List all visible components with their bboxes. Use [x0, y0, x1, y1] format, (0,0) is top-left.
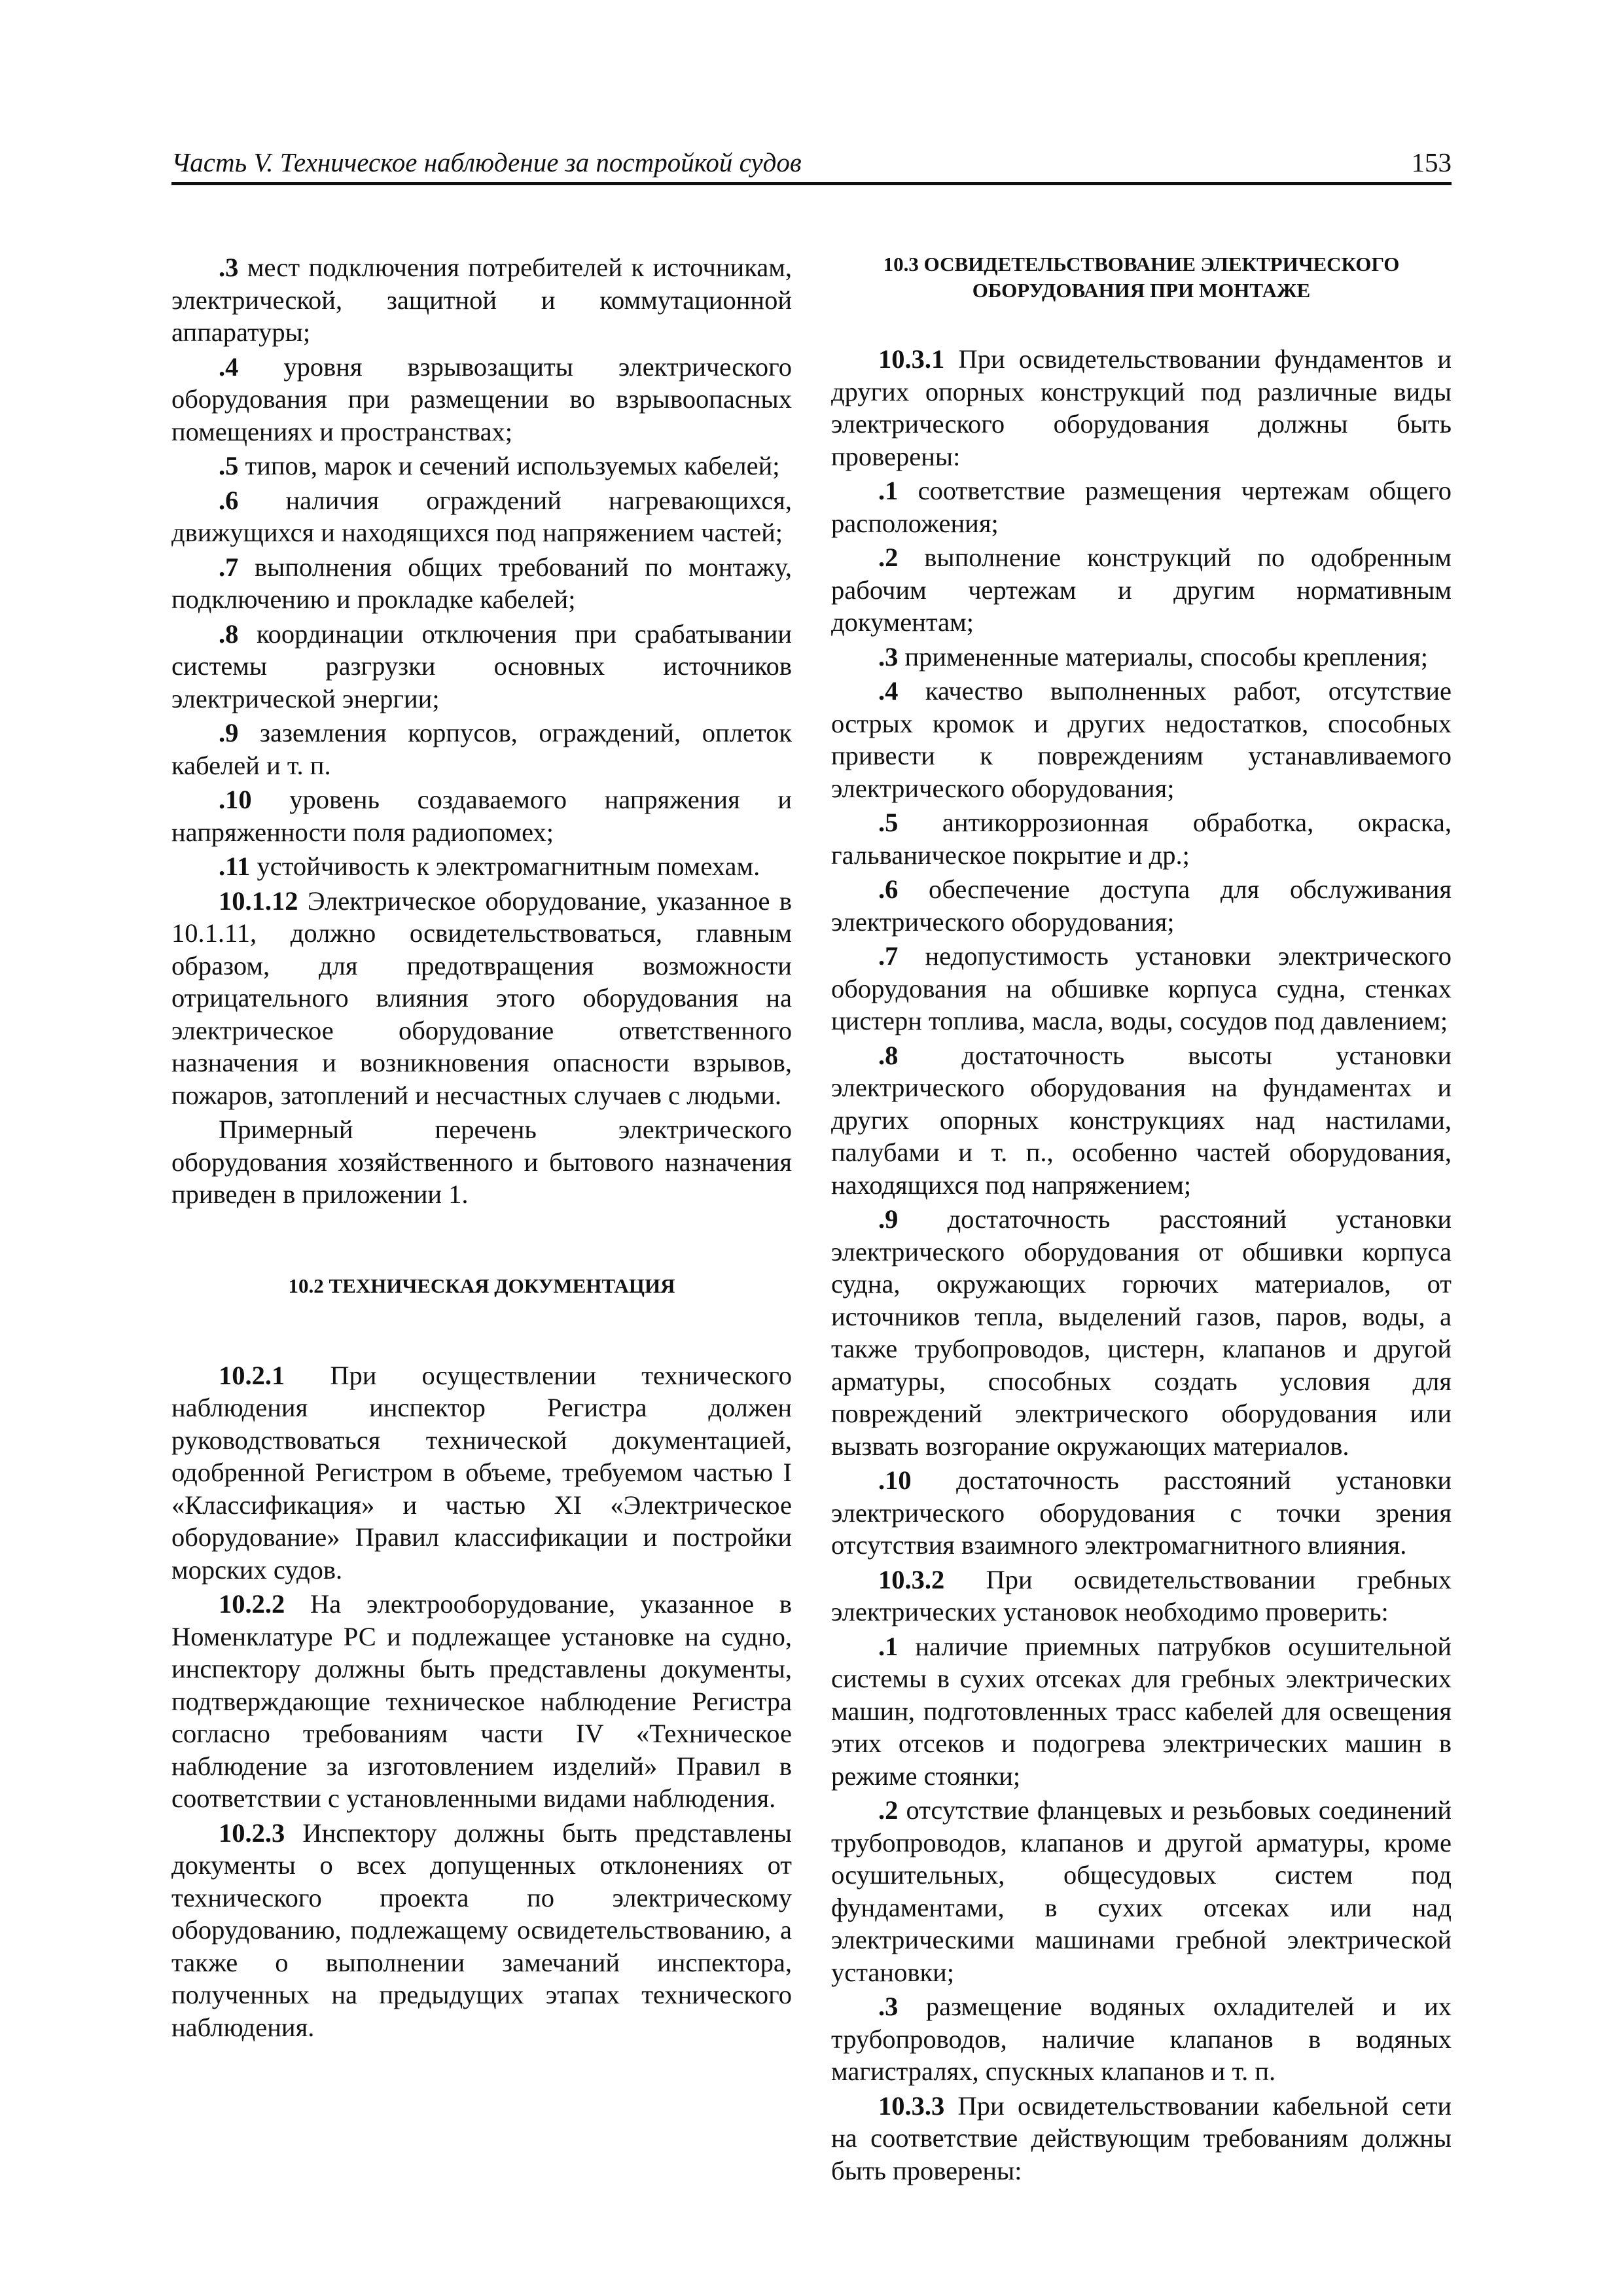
paragraph — [171, 450, 792, 482]
paragraph — [831, 873, 1452, 938]
paragraph — [171, 885, 792, 1112]
paragraph-text: При освидетельствовании гребных электрических установок необходимо проверить: — [831, 1564, 1452, 1626]
left-column — [171, 251, 792, 2045]
page-number: 153 — [1411, 147, 1452, 177]
paragraph-text: мест подключения потребителей к источникам, электрической, защитной и коммутационной аппаратуры; — [171, 253, 792, 347]
paragraph — [171, 1113, 792, 1211]
clause-number: .6 — [878, 874, 899, 904]
paragraph — [171, 1817, 792, 2044]
paragraph — [171, 1359, 792, 1587]
paragraph — [171, 717, 792, 781]
clause-number: .7 — [878, 941, 899, 971]
clause-number: .5 — [878, 808, 899, 837]
paragraph-text: недопустимость установки электрического оборудования на обшивке корпуса судна, стенках цистерн топлива, масла, воды, сосудов под давлением; — [831, 941, 1452, 1035]
clause-number: .8 — [878, 1040, 899, 1070]
paragraph-text: При освидетельствовании кабельной сети на соответствие действующим требованиям должны быть проверены: — [831, 2090, 1452, 2185]
paragraph-text: обеспечение доступа для обслуживания электрического оборудования; — [831, 874, 1452, 937]
clause-number: 10.3.1 — [878, 344, 945, 374]
clause-number: .4 — [219, 351, 239, 382]
paragraph-text: При освидетельствовании фундаментов и других опорных конструкций под различные виды электрического оборудования должны быть проверены: — [831, 344, 1452, 471]
paragraph — [831, 541, 1452, 639]
paragraph — [831, 1990, 1452, 2088]
paragraph-text: достаточность высоты установки электрического оборудования на фундаментах и других опорных конструкциях над настилами, палубами и т. п., особенно частей оборудования, находящихся под напряжением; — [831, 1040, 1452, 1200]
paragraph — [831, 475, 1452, 539]
section-title-10-2: 10.2 ТЕХНИЧЕСКАЯ ДОКУМЕНТАЦИЯ — [288, 1274, 675, 1297]
paragraph-text: При осуществлении технического наблюдения инспектор Регистра должен руководствоваться технической документацией, одобренной Регистром в объеме, требуемом частью I «Классификация» и частью XI «Электрическое оборудование» Правил классификации и постройки морских судов. — [171, 1360, 792, 1585]
paragraph-text: Электрическое оборудование, указанное в 10.1.11, должно освидетельствоваться, главным образом, для предотвращения возможности отрицательного влияния этого оборудования на электрическое оборудование ответственного назначения и возникновения опасности взрывов, пожаров, затоплений и несчастных случаев с людьми. — [171, 886, 792, 1110]
clause-number: .4 — [878, 676, 899, 706]
clause-number: .2 — [878, 1795, 899, 1825]
paragraph — [171, 251, 792, 349]
clause-number: 10.1.12 — [219, 886, 298, 916]
paragraph — [171, 351, 792, 448]
paragraph-text: наличие приемных патрубков осушительной системы в сухих отсеках для гребных электрических машин, подготовленных трасс кабелей для освещения этих отсеков и подогрева электрических машин в режиме стоянки; — [831, 1631, 1452, 1791]
paragraph-text: выполнение конструкций по одобренным рабочим чертежам и другим нормативным документам; — [831, 543, 1452, 637]
clause-number: .5 — [219, 451, 239, 480]
paragraph-text: устойчивость к электромагнитным помехам. — [250, 852, 760, 881]
clause-number: .3 — [219, 253, 239, 282]
paragraph-text: выполнения общих требований по монтажу, подключению и прокладке кабелей; — [171, 552, 792, 614]
paragraph — [831, 1630, 1452, 1793]
paragraph-text: достаточность расстояний установки электрического оборудования от обшивки корпуса судна, окружающих горючих материалов, от источников тепла, выделений газов, паров, воды, а также трубопроводов, цистерн, клапанов и другой арматуры, способных создать условия для повреждений электрического оборудования или вызвать возгорание окружающих материалов. — [831, 1204, 1452, 1461]
clause-number: 10.3.3 — [878, 2090, 945, 2121]
clause-number: 10.2.2 — [219, 1589, 285, 1619]
clause-number: .11 — [219, 852, 251, 881]
paragraph-text: типов, марок и сечений используемых кабелей; — [238, 451, 780, 480]
clause-number: .7 — [219, 552, 239, 582]
paragraph — [831, 1464, 1452, 1562]
clause-number: 10.2.1 — [219, 1360, 285, 1390]
paragraph-text: уровень создаваемого напряжения и напряженности поля радиопомех; — [171, 785, 792, 847]
paragraph — [171, 850, 792, 883]
clause-number: .9 — [219, 718, 239, 747]
clause-number: 10.3.2 — [878, 1564, 945, 1594]
clause-number: .9 — [878, 1204, 899, 1234]
paragraph — [171, 1588, 792, 1815]
paragraph — [171, 783, 792, 848]
clause-number: .8 — [219, 619, 239, 649]
section-title-10-3-line1: 10.3 ОСВИДЕТЕЛЬСТВОВАНИЕ ЭЛЕКТРИЧЕСКОГО — [883, 253, 1400, 276]
clause-number: .3 — [878, 641, 899, 672]
paragraph-text: антикоррозионная обработка, окраска, гальваническое покрытие и др.; — [831, 808, 1452, 870]
paragraph — [831, 1203, 1452, 1462]
clause-number: .10 — [878, 1465, 912, 1495]
paragraph-text: уровня взрывозащиты электрического оборудования при размещении во взрывоопасных помещениях и пространствах; — [171, 351, 792, 446]
paragraph-text: отсутствие фланцевых и резьбовых соединений трубопроводов, клапанов и другой арматуры, кроме осушительных, общесудовых систем под фундаментами, в сухих отсеках или над электрическими машинами гребной электрической установки; — [831, 1795, 1452, 1987]
paragraph-text: качество выполненных работ, отсутствие острых кромок и других недостатков, способных привести к повреждениям устанавливаемого электрического оборудования; — [831, 676, 1452, 803]
paragraph — [831, 806, 1452, 871]
paragraph-text: достаточность расстояний установки электрического оборудования с точки зрения отсутствия взаимного электромагнитного влияния. — [831, 1465, 1452, 1560]
clause-number: .10 — [219, 785, 252, 814]
paragraph-text: координации отключения при срабатывании системы разгрузки основных источников электрической энергии; — [171, 619, 792, 713]
paragraph — [171, 484, 792, 549]
paragraph-text: соответствие размещения чертежам общего расположения; — [831, 476, 1452, 538]
paragraph-text: примененные материалы, способы крепления; — [898, 641, 1428, 672]
paragraph — [831, 1564, 1452, 1628]
paragraph-text: размещение водяных охладителей и их трубопроводов, наличие клапанов в водяных магистралях, спускных клапанов и т. п. — [831, 1992, 1452, 2086]
paragraph-text: На электрооборудование, указанное в Номенклатуре РС и подлежащее установке на судно, инспектору должны быть представлены документы, подтверждающие техническое наблюдение Регистра согласно требованиям части IV «Техническое наблюдение за изготовлением изделий» Правил в соответствии с установленными видами наблюдения. — [171, 1589, 792, 1813]
paragraph-text: заземления корпусов, ограждений, оплеток кабелей и т. п. — [171, 718, 792, 780]
paragraph-text: наличия ограждений нагревающихся, движущихся и находящихся под напряжением частей; — [171, 485, 792, 547]
paragraph — [831, 641, 1452, 673]
paragraph — [831, 1794, 1452, 1988]
paragraph — [831, 343, 1452, 473]
clause-number: .1 — [878, 1631, 899, 1661]
clause-number: .1 — [878, 476, 899, 505]
clause-number: 10.2.3 — [219, 1818, 285, 1848]
paragraph-text: Примерный перечень электрического оборудования хозяйственного и бытового назначения приведен в приложении 1. — [171, 1115, 792, 1209]
clause-number: .3 — [878, 1992, 899, 2021]
right-column — [831, 251, 1452, 2189]
paragraph — [831, 2090, 1452, 2187]
paragraph — [831, 675, 1452, 804]
running-header — [171, 143, 1452, 185]
paragraph — [831, 1039, 1452, 1202]
section-title-10-3-line2: ОБОРУДОВАНИЯ ПРИ МОНТАЖЕ — [972, 279, 1311, 302]
header-title: Часть V. Техническое наблюдение за постройкой судов — [171, 147, 802, 177]
paragraph — [171, 551, 792, 616]
paragraph — [831, 940, 1452, 1037]
paragraph-text: Инспектору должны быть представлены документы о всех допущенных отклонениях от технического проекта по электрическому оборудованию, подлежащему освидетельствованию, а также о выполнении замечаний инспектора, полученных на предыдущих этапах технического наблюдения. — [171, 1818, 792, 2042]
paragraph — [171, 618, 792, 715]
clause-number: .6 — [219, 485, 239, 515]
clause-number: .2 — [878, 543, 899, 572]
